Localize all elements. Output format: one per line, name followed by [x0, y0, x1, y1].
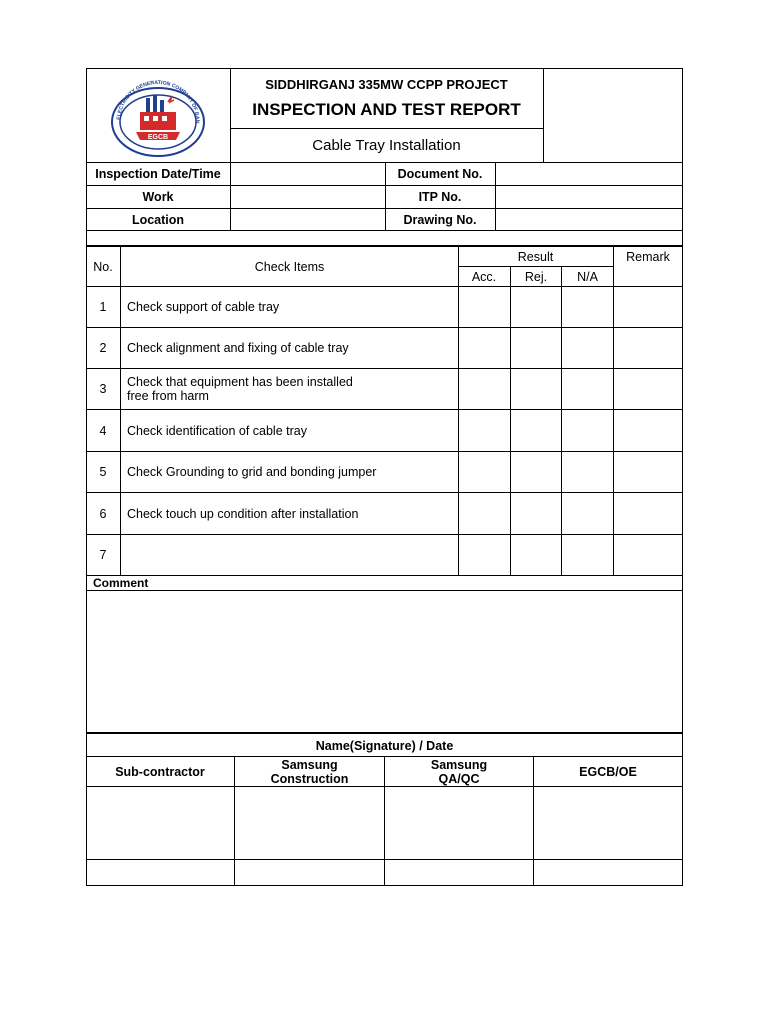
table-row	[86, 535, 683, 575]
logo-arc-text: ELECTRICITY GENERATION COMPANY OF BAN	[116, 79, 201, 124]
table-row	[86, 410, 683, 451]
logo-egcb-text: EGCB	[147, 134, 169, 141]
table-row	[86, 328, 683, 368]
col-header-acc: Acc.	[471, 269, 497, 284]
signature-samsung-qaqc: Samsung QA/QC	[430, 757, 488, 786]
row-number: 5	[99, 465, 107, 479]
signature-egcb: EGCB/OE	[579, 764, 637, 779]
label-work: Work	[142, 190, 174, 204]
col-header-result: Result	[517, 249, 554, 264]
form-outer-top-border	[86, 68, 683, 69]
label-drawing-no: Drawing No.	[403, 212, 477, 227]
field-location[interactable]	[231, 209, 385, 230]
row-number: 4	[99, 423, 107, 438]
comment-box[interactable]	[87, 591, 682, 732]
label-inspection-date: Inspection Date/Time	[95, 167, 221, 181]
row-number: 6	[99, 506, 107, 521]
row-number: 1	[99, 300, 107, 314]
info-row-line-3	[86, 230, 683, 231]
row-check-item: Check that equipment has been installed free from harm	[127, 375, 353, 403]
col-header-remark: Remark	[626, 249, 670, 264]
row-number: 7	[99, 548, 107, 562]
table-row	[86, 369, 683, 409]
signature-sub-contractor: Sub-contractor	[115, 764, 205, 779]
field-document-no[interactable]	[496, 163, 682, 185]
label-location: Location	[131, 212, 185, 227]
row-check-item: Check Grounding to grid and bonding jumper	[127, 465, 377, 479]
row-number: 2	[99, 341, 107, 355]
row-check-item: Check support of cable tray	[127, 300, 280, 314]
signature-box-sub-contractor[interactable]	[87, 787, 234, 859]
table-row	[86, 493, 683, 534]
table-row	[86, 452, 683, 492]
date-box-samsung-qaqc[interactable]	[385, 860, 533, 885]
label-document-no: Document No.	[397, 167, 483, 181]
signature-title: Name(Signature) / Date	[315, 738, 454, 753]
report-title: INSPECTION AND TEST REPORT	[252, 100, 521, 119]
comment-label: Comment	[93, 576, 149, 590]
date-box-samsung-construction[interactable]	[235, 860, 384, 885]
comment-bottom-line	[86, 732, 683, 734]
field-work[interactable]	[231, 186, 385, 208]
label-itp-no: ITP No.	[418, 190, 462, 204]
egcb-logo	[100, 78, 216, 158]
col-header-check-items: Check Items	[254, 259, 325, 274]
field-itp-no[interactable]	[496, 186, 682, 208]
row-check-item: Check alignment and fixing of cable tray	[127, 341, 349, 355]
field-inspection-date[interactable]	[231, 163, 385, 185]
row-check-item	[121, 535, 458, 575]
report-subtitle: Cable Tray Installation	[312, 137, 461, 154]
signature-box-samsung-construction[interactable]	[235, 787, 384, 859]
field-drawing-no[interactable]	[496, 209, 682, 230]
signature-box-egcb[interactable]	[534, 787, 682, 859]
header-title-divider	[230, 128, 543, 129]
col-header-na: N/A	[577, 269, 598, 284]
col-header-no: No.	[93, 259, 113, 274]
row-number: 3	[99, 382, 107, 396]
row-check-item: Check touch up condition after installation	[127, 506, 359, 521]
row-check-item: Check identification of cable tray	[127, 423, 307, 438]
col-header-rej: Rej.	[524, 269, 548, 284]
project-name: SIDDHIRGANJ 335MW CCPP PROJECT	[265, 77, 508, 92]
signature-box-samsung-qaqc[interactable]	[385, 787, 533, 859]
date-box-egcb[interactable]	[534, 860, 682, 885]
header-divider-right	[543, 68, 544, 163]
signature-samsung-construction: Samsung Construction	[270, 757, 349, 786]
date-box-sub-contractor[interactable]	[87, 860, 234, 885]
table-row	[86, 287, 683, 327]
